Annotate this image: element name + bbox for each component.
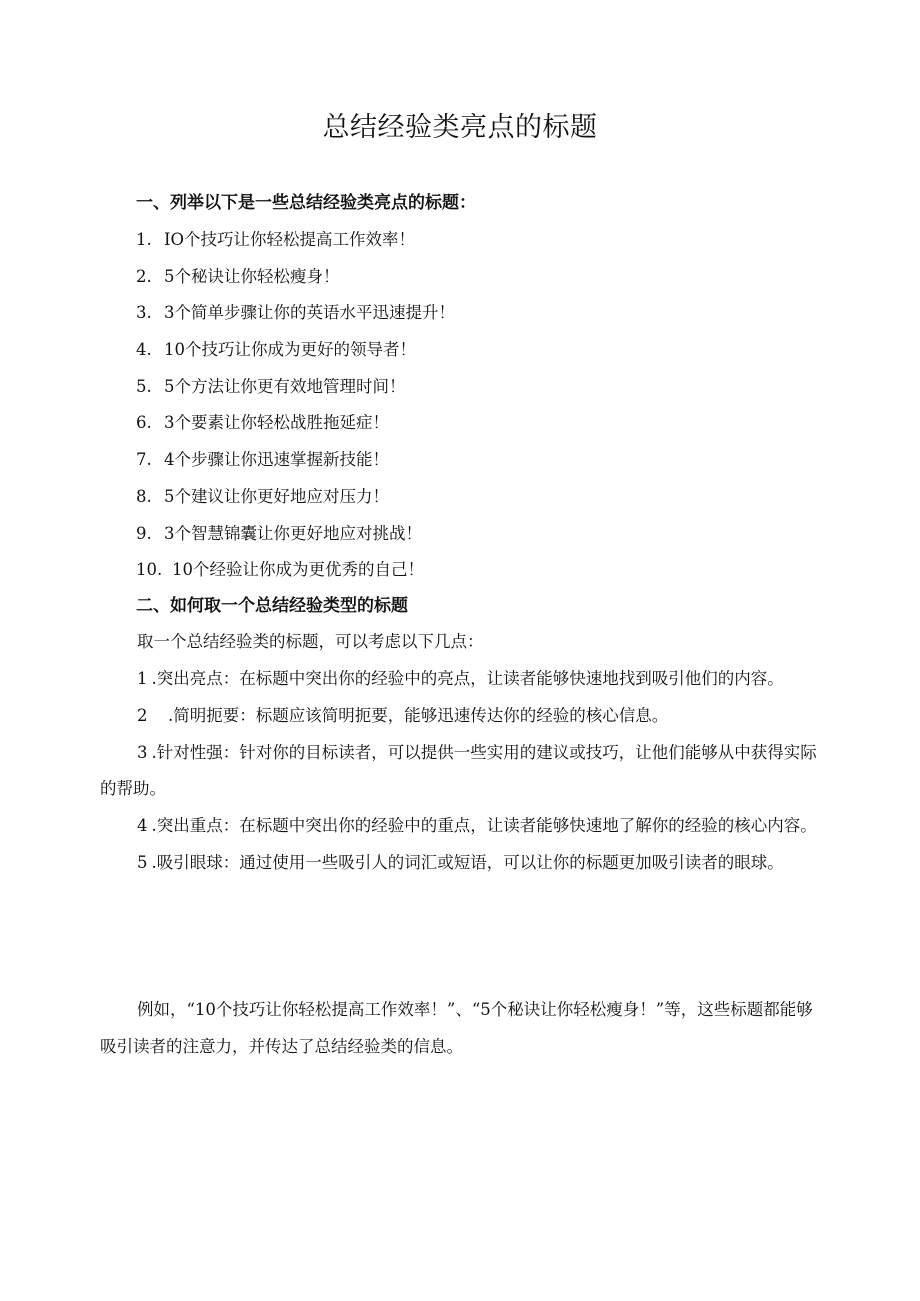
tip-text: .吸引眼球：通过使用一些吸引人的词汇或短语，可以让你的标题更加吸引读者的眼球。 (151, 852, 784, 872)
list-item-number: 7. (136, 450, 152, 470)
tip-text: .突出亮点：在标题中突出你的经验中的亮点，让读者能够快速地找到吸引他们的内容。 (151, 669, 784, 688)
list-item (136, 373, 455, 410)
list-item-number: 2. (136, 266, 152, 286)
list-item (136, 263, 455, 300)
tip-text: .突出重点：在标题中突出你的经验中的重点，让读者能够快速地了解你的经验的核心内容。 (151, 816, 817, 836)
list-item-text: 5个建议让你更好地应对压力！ (164, 486, 389, 506)
list-item-text: 3个智慧锦囊让你更好地应对挑战！ (164, 523, 422, 543)
section-heading-1: 一、列举以下是一些总结经验类亮点的标题： (136, 193, 476, 213)
list-item (136, 520, 455, 557)
tip-number: 5 (137, 852, 148, 872)
section-heading-2: 二、如何取一个总结经验类型的标题 (136, 596, 408, 616)
list-item-text: 5个方法让你更有效地管理时间！ (164, 376, 406, 396)
tip-paragraph (100, 845, 822, 882)
list-item-number: 4. (136, 340, 152, 360)
list-item (136, 299, 455, 336)
tip-number: 2 (137, 705, 148, 725)
list-item-number: 6. (136, 413, 152, 433)
list-item (136, 409, 455, 446)
list-item-text: 10个技巧让你成为更好的领导者！ (164, 340, 416, 360)
list-item (136, 226, 455, 263)
tip-text: .针对性强：针对你的目标读者，可以提供一些实用的建议或技巧，让他们能够从中获得实际的帮助。 (100, 742, 817, 799)
page-title: 总结经验类亮点的标题 (322, 112, 598, 143)
list-item-text: 4个步骤让你迅速掌握新技能！ (164, 450, 389, 470)
list-item-text: IO个技巧让你轻松提高工作效率！ (164, 230, 416, 249)
tip-paragraph (100, 661, 822, 698)
list-item-text: 3个简单步骤让你的英语水平迅速提升！ (164, 303, 455, 323)
list-item-text: 5个秘诀让你轻松瘦身！ (164, 266, 340, 286)
tip-paragraph (100, 808, 822, 845)
tip-number: 1 (137, 669, 148, 688)
tips-paragraphs (100, 661, 822, 882)
example-paragraph: 例如，“10个技巧让你轻松提高工作效率！”、“5个秘诀让你轻松瘦身！”等，这些标题都能够吸引读者的注意力，并传达了总结经验类的信息。 (100, 1000, 813, 1056)
list-item (136, 556, 455, 593)
tip-number: 3 (137, 742, 148, 762)
list-item-text: 10个经验让你成为更优秀的自己！ (172, 560, 424, 580)
list-item (136, 336, 455, 373)
tip-number: 4 (137, 816, 148, 836)
list-item-number: 8. (136, 486, 152, 506)
list-item-number: 3. (136, 303, 152, 323)
list-item-text: 3个要素让你轻松战胜拖延症！ (164, 413, 389, 433)
tip-text: .简明扼要：标题应该简明扼要，能够迅速传达你的经验的核心信息。 (151, 705, 669, 725)
list-item (136, 483, 455, 520)
title-list (136, 226, 455, 593)
list-item-number: 10. (136, 560, 163, 580)
section-intro: 取一个总结经验类的标题，可以考虑以下几点： (137, 632, 484, 651)
tip-paragraph (100, 698, 822, 735)
list-item (136, 446, 455, 483)
list-item-number: 5. (136, 376, 152, 396)
tip-paragraph (100, 735, 822, 809)
list-item-number: 1. (136, 230, 152, 249)
list-item-number: 9. (136, 523, 152, 543)
